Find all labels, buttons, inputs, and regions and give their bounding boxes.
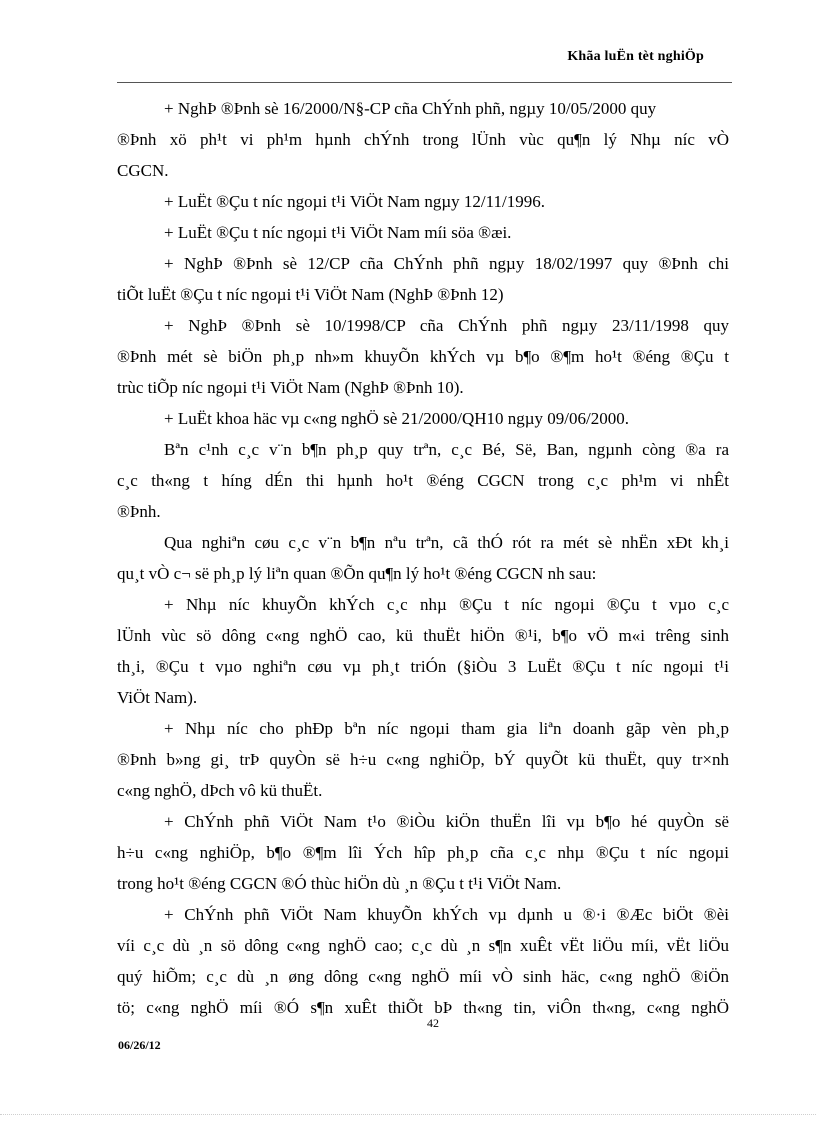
body-line: Bªn c¹nh c¸c v¨n b¶n ph¸p quy trªn, c¸c Bé, Së, Ban, ngµnh còng ®a ra xyxy=(164,440,729,459)
body-line: tiÕt luËt ®Çu t níc ngoµi t¹i ViÖt Nam (NghÞ ®Þnh 12) xyxy=(117,285,504,304)
body-line: + ChÝnh phñ ViÖt Nam t¹o ®iÒu kiÖn thuËn lîi vµ b¶o hé quyÒn së xyxy=(164,812,729,831)
body-line: ®Þnh xö ph¹t vi ph¹m hµnh chÝnh trong lÜnh vùc qu¶n lý Nhµ níc vÒ xyxy=(117,130,729,149)
body-line: c¸c th«ng t híng dÉn thi hµnh ho¹t ®éng CGCN trong c¸c ph¹m vi nhÊt xyxy=(117,471,729,490)
body-line: ®Þnh. xyxy=(117,502,161,521)
running-header-title: Khãa luËn tèt nghiÖp xyxy=(567,49,704,64)
body-line: c«ng nghÖ, dÞch vô kü thuËt. xyxy=(117,781,323,800)
body-line: + Nhµ níc khuyÕn khÝch c¸c nhµ ®Çu t níc ngoµi ®Çu t vµo c¸c xyxy=(164,595,729,614)
page-bottom-edge xyxy=(0,1114,816,1115)
body-line: ®Þnh b»ng gi¸ trÞ quyÒn së h÷u c«ng nghiÖp, bÝ quyÕt kü thuËt, quy tr×nh xyxy=(117,750,729,769)
body-line: ®Þnh mét sè biÖn ph¸p nh»m khuyÕn khÝch vµ b¶o ®¶m ho¹t ®éng ®Çu t xyxy=(117,347,729,366)
body-line: qu¸t vÒ c¬ së ph¸p lý liªn quan ®Õn qu¶n lý ho¹t ®éng CGCN nh sau: xyxy=(117,564,597,583)
body-line: lÜnh vùc sö dông c«ng nghÖ cao, kü thuËt hiÖn ®¹i, b¶o vÖ m«i trêng sinh xyxy=(117,626,729,645)
body-line: tö; c«ng nghÖ míi ®Ó s¶n xuÊt thiÕt bÞ th«ng tin, viÔn th«ng, c«ng nghÖ xyxy=(117,998,729,1017)
body-line: + ChÝnh phñ ViÖt Nam khuyÕn khÝch vµ dµnh u ®·i ®Æc biÖt ®èi xyxy=(164,905,729,924)
document-body xyxy=(117,93,729,1023)
body-line: + NghÞ ®Þnh sè 16/2000/N§-CP cña ChÝnh phñ, ngµy 10/05/2000 quy xyxy=(164,99,657,118)
body-line: quý hiÕm; c¸c dù ¸n øng dông c«ng nghÖ míi vÒ sinh häc, c«ng nghÖ ®iÖn xyxy=(117,967,729,986)
body-line: + LuËt ®Çu t níc ngoµi t¹i ViÖt Nam míi söa ®æi. xyxy=(164,223,512,242)
header-divider xyxy=(117,82,732,83)
footer-date: 06/26/12 xyxy=(118,1038,161,1052)
body-line: + Nhµ níc cho phÐp bªn níc ngoµi tham gia liªn doanh gãp vèn ph¸p xyxy=(164,719,729,738)
body-line: + LuËt ®Çu t níc ngoµi t¹i ViÖt Nam ngµy 12/11/1996. xyxy=(164,192,545,211)
body-line: víi c¸c dù ¸n sö dông c«ng nghÖ cao; c¸c dù ¸n s¶n xuÊt vËt liÖu míi, vËt liÖu xyxy=(117,936,729,955)
body-line: Qua nghiªn cøu c¸c v¨n b¶n nªu trªn, cã thÓ rót ra mét sè nhËn xÐt kh¸i xyxy=(164,533,729,552)
page-number: 42 xyxy=(427,1016,439,1030)
body-line: ViÖt Nam). xyxy=(117,688,198,707)
body-line: + NghÞ ®Þnh sè 12/CP cña ChÝnh phñ ngµy 18/02/1997 quy ®Þnh chi xyxy=(164,254,729,273)
body-line: th¸i, ®Çu t vµo nghiªn cøu vµ ph¸t triÓn (§iÒu 3 LuËt ®Çu t níc ngoµi t¹i xyxy=(117,657,729,676)
body-line: + NghÞ ®Þnh sè 10/1998/CP cña ChÝnh phñ ngµy 23/11/1998 quy xyxy=(164,316,729,335)
body-line: + LuËt khoa häc vµ c«ng nghÖ sè 21/2000/QH10 ngµy 09/06/2000. xyxy=(164,409,629,428)
body-line: trong ho¹t ®éng CGCN ®Ó thùc hiÖn dù ¸n ®Çu t t¹i ViÖt Nam. xyxy=(117,874,562,893)
body-line: CGCN. xyxy=(117,161,169,180)
body-line: h÷u c«ng nghiÖp, b¶o ®¶m lîi Ých hîp ph¸p cña c¸c nhµ ®Çu t níc ngoµi xyxy=(117,843,729,862)
body-line: trùc tiÕp níc ngoµi t¹i ViÖt Nam (NghÞ ®Þnh 10). xyxy=(117,378,464,397)
